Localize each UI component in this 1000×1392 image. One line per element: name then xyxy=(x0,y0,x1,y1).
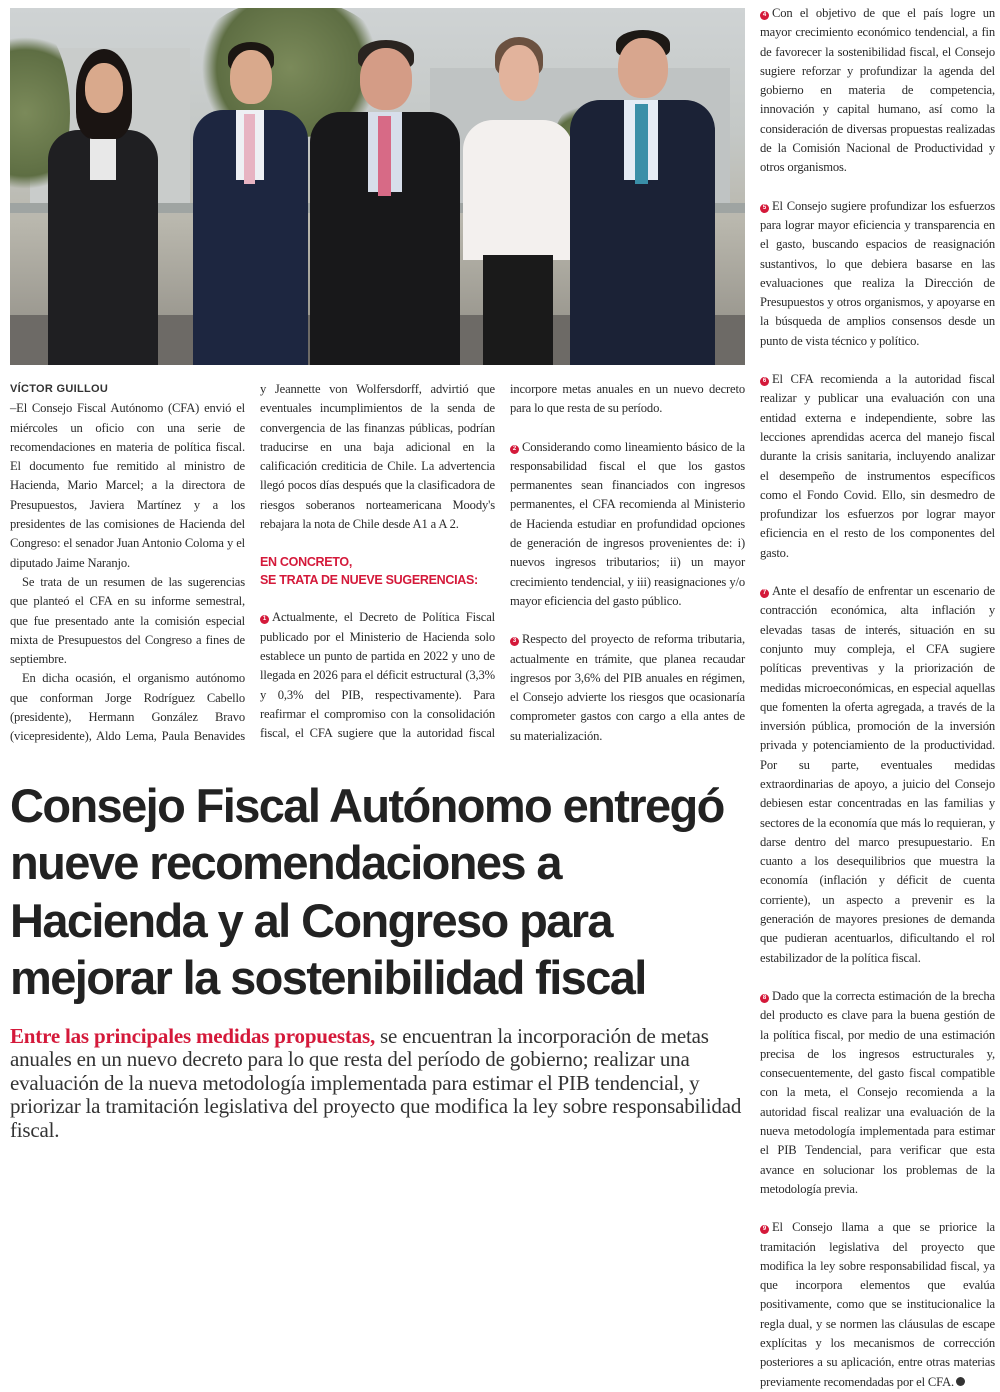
recommendation-6: 6 El CFA recomienda a la autoridad fiscal realizar y publicar una evaluación con una entidad externa e independiente, sobre las lecciones aprendidas acerca del manejo fiscal durante la crisis sanitaria, incluyendo analizar el desempeño de instrumentos específicos como el Fondo Covid. Ello, sin desmedro de profundizar los esfuerzos por lograr mayor eficiencia en el resto de los componentes del gasto. xyxy=(760,372,995,560)
person-2 xyxy=(188,40,313,365)
lead-text: se encuentran la incorporación de metas anuales en un nuevo decreto para lo que resta del período de gobierno; realizar una evaluación de la nueva metodología implementada para estimar el PIB tendencial, y priorizar la tramitación legislativa del proyecto que modifica la ley sobre responsabilidad fiscal. xyxy=(10,1023,742,1142)
recommendation-7: 7 Ante el desafío de enfrentar un escenario de contracción económica, alta inflación y elevadas tasas de interés, situación en su conjunto muy compleja, el CFA sugiere políticas preventivas y la priorización de medidas microeconómicas, en especial aquellas que fomenten la oferta agregada, a través de la inversión pública, promoción de la inversión privada y potenciamiento de la productividad. Por su parte, eventuales medidas extraordinarias de apoyo, a juicio del Consejo debiesen estar concentradas en las familias y sectores de la economía que más lo requieran, y darse dentro del marco presupuestario. En cuanto a los desequilibrios que muestra la economía (inflación y déficit de cuenta corriente), un aspecto a prevenir es la generación de mayores presiones de demanda que pudieran acentuarlos, dificultando el rol estabilizador de la política fiscal. xyxy=(760,584,995,965)
intro-paragraph-2: Se trata de un resumen de las sugerencias que planteó el CFA en su informe semestral, que fue presentado ante la comisión especial mixta de Presupuestos del Congreso a fines de septiembre. xyxy=(10,574,245,667)
left-section xyxy=(10,8,745,1150)
recommendation-2: 2 Considerando como lineamiento básico de la responsabilidad fiscal el que los gastos permanentes sean financiados con ingresos permanentes, el CFA recomienda al Ministerio de Hacienda estudiar en profundidad opciones de generación de ingresos provenientes de: i) nuevos ingresos tributarios; ii) un mayor crecimiento tendencial, y iii) reasignaciones y/o mayor eficiencia del gasto público. xyxy=(510,439,745,608)
number-badge-icon: 6 xyxy=(760,377,769,386)
article-column-4 xyxy=(760,4,995,1392)
number-badge-icon: 4 xyxy=(760,11,769,20)
number-badge-icon: 8 xyxy=(760,994,769,1003)
number-badge-icon: 3 xyxy=(510,637,519,646)
end-of-article-icon xyxy=(956,1377,965,1386)
number-badge-icon: 1 xyxy=(260,615,269,624)
subhead-line-1: EN CONCRETO, xyxy=(260,555,353,570)
number-badge-icon: 5 xyxy=(760,204,769,213)
person-4 xyxy=(455,35,580,365)
subhead-line-2: SE TRATA DE NUEVE SUGERENCIAS: xyxy=(260,573,478,588)
headline: Consejo Fiscal Autónomo entregó nueve recomendaciones a Hacienda y al Congreso para mejorar la sostenibilidad fiscal xyxy=(10,778,724,1005)
recommendation-9: 9 El Consejo llama a que se priorice la tramitación legislativa del proyecto que modifica la ley sobre responsabilidad fiscal, ya que incorpora elementos que evalúa positivamente, como que se institucionalice la regla dual, y se normen las cláusulas de escape explícitas y los mecanismos de corrección posteriores a su aplicación, entre otras materias previamente recomendadas por el CFA. xyxy=(760,1220,995,1389)
number-badge-icon: 2 xyxy=(510,445,519,454)
lead-highlight: Entre las principales medidas propuestas, xyxy=(10,1023,375,1048)
intro-paragraph-1: –El Consejo Fiscal Autónomo (CFA) envió el miércoles un oficio con una serie de recomendaciones en materia de política fiscal. El documento fue remitido al ministro de Hacienda, Mario Marcel; a la directora de Presupuestos, Javiera Martínez y a los presidentes de las comisiones de Hacienda del Congreso: el senador Juan Antonio Coloma y el diputado Jaime Naranjo. xyxy=(10,401,245,570)
recommendation-1: 1 Actualmente, el Decreto de Política Fiscal publicado por el Ministerio de Hacienda solo establece un punto de partida en 2022 y uno de llegada en 2026 para el déficit estructural (3,3% y 0,3% del PIB, respectivamente). Para reafirmar el compromiso con la consolidación fiscal, el CFA sugiere que la autoridad fiscal incorpore metas anuales en un nuevo decreto para lo que resta de su período. xyxy=(260,382,745,741)
person-1 xyxy=(38,45,168,365)
recommendation-4: 4 Con el objetivo de que el país logre un mayor crecimiento económico tendencial, a fin de favorecer la sostenibilidad fiscal, el Consejo sugiere reforzar y profundizar la agenda del gobierno en materia de competencia, innovación y capital humano, así como la consideración de diversas propuestas realizadas de la Comisión Nacional de Productividad y otros organismos. xyxy=(760,6,995,175)
byline: VÍCTOR GUILLOU xyxy=(10,383,109,395)
number-badge-icon: 9 xyxy=(760,1225,769,1234)
recommendation-5: 5 El Consejo sugiere profundizar los esfuerzos para lograr mayor eficiencia y transparencia en el gasto, buscando espacios de reasignación sustantivos, lo que debiera basarse en las evaluaciones que realiza la Dirección de Presupuestos y otros organismos, y apoyarse en la búsqueda de amplios consensos desde un punto de vista técnico y político. xyxy=(760,198,995,348)
subhead xyxy=(260,553,495,589)
person-3 xyxy=(310,40,460,365)
person-5 xyxy=(570,30,715,365)
number-badge-icon: 7 xyxy=(760,589,769,598)
recommendation-3: 3 Respecto del proyecto de reforma tributaria, actualmente en trámite, que planea recaudar ingresos por 3,6% del PIB anuales en régimen, el Consejo advierte los riesgos que ocasionaría comprometer gastos con cargo a ella antes de su materialización. xyxy=(510,632,745,743)
article-body-columns xyxy=(10,380,745,747)
intro-paragraph-3: En dicha ocasión, el organismo autónomo que conforman Jorge Rodríguez Cabello (presidente), Hermann González Bravo (vicepresidente), Aldo Lema, Paula Benavides y Jeannette von Wolfersdorff, advirtió que eventuales incumplimientos de la senda de convergencia de las finanzas públicas, podrían traducirse en una baja adicional en la calificación crediticia de Chile. La advertencia llegó pocos días después que la clasificadora de riesgos soberanos norteamericana Moody's rebajara la nota de Chile desde A1 a A 2. xyxy=(10,382,495,744)
recommendation-8: 8 Dado que la correcta estimación de la brecha del producto es clave para la buena gestión de la política fiscal, por medio de una estimación precisa de los ingresos estructurales y, consecuentemente, del gasto fiscal compatible con la meta, el Consejo recomienda a la autoridad fiscal realizar una evaluación de la nueva metodología implementada para estimar el PIB Tendencial, para verificar que esta avance en solucionar los problemas de la metodología previa. xyxy=(760,988,995,1196)
lead-paragraph xyxy=(10,1025,745,1143)
article-photo xyxy=(10,8,745,365)
